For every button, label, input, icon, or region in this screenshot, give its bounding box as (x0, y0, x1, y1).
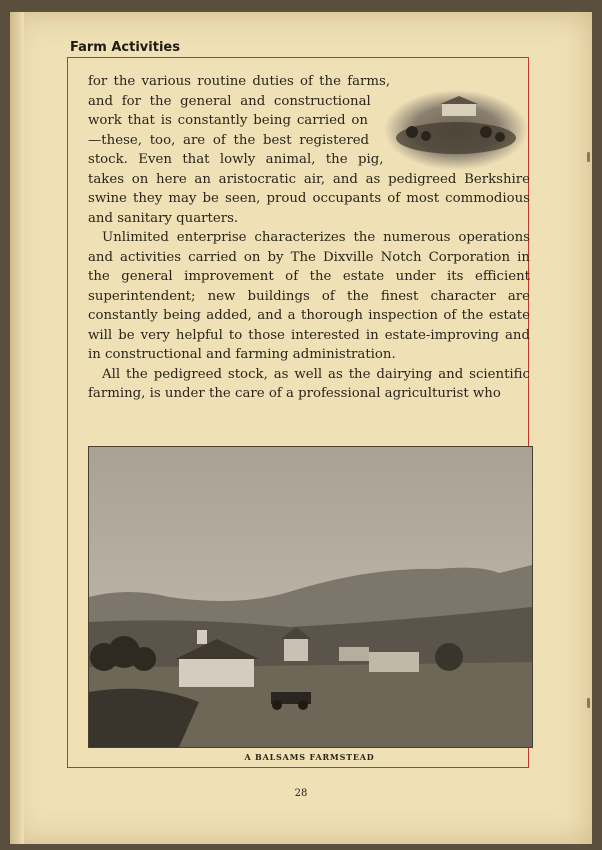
paragraph-1: for the various routine duties of the farms, and for the general and constructional work that is constantly being carried on—these, too, are of the best registered stock. Even that lowly animal, the pig, takes on here an aristocratic air, and as pedigreed Berkshire swine they may be seen, proud occupants of most commodious and sanitary quarters. (88, 74, 530, 226)
paragraph-3: All the pedigreed stock, as well as the dairying and scientific farming, is under the care of a professional agriculturist who (88, 366, 530, 401)
page-spine (10, 12, 24, 844)
staple-top (587, 152, 590, 162)
body-text (88, 72, 530, 404)
paragraph-2: Unlimited enterprise characterizes the numerous operations and activities carried on by The Dixville Notch Corporation in the general improvement of the estate under its efficient superintendent; new buildings of the finest character are constantly being added, and a thorough inspection of the estate will be very helpful to those interested in estate-improving and in constructional and farming administration. (88, 230, 530, 362)
running-header: Farm Activities (70, 40, 180, 55)
figure-caption: A BALSAMS FARMSTEAD (244, 752, 375, 762)
staple-bottom (587, 698, 590, 708)
page-number: 28 (294, 788, 308, 799)
farmstead-photo (88, 446, 533, 748)
vignette-photo (382, 82, 530, 174)
